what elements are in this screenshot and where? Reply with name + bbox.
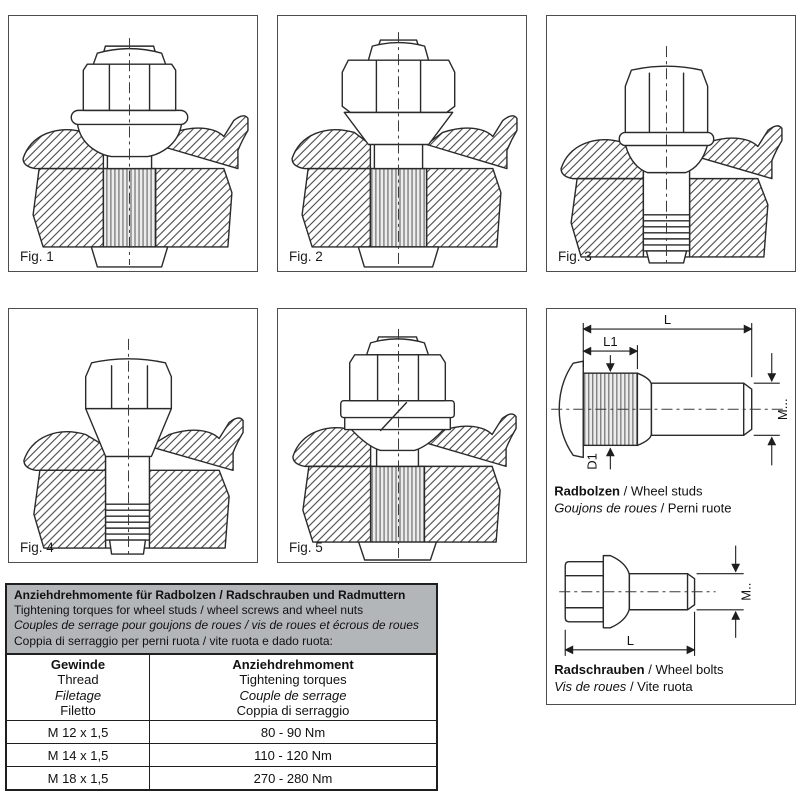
nut-cap-dome xyxy=(367,339,429,355)
torque-value: 110 - 120 Nm xyxy=(150,744,437,767)
dim-label-D1: D1 xyxy=(584,453,600,470)
torque-value: 270 - 280 Nm xyxy=(150,767,437,790)
wheel-bolt-cone-seat-cross-section-drawing xyxy=(9,309,257,562)
bolt-title: Radschrauben / Wheel bolts xyxy=(554,661,724,677)
wheel-bolt-drawing xyxy=(554,546,753,694)
hub-boss xyxy=(359,542,437,560)
title-line-it: Coppia di serraggio per perni ruota / vite ruota e dado ruota: xyxy=(14,633,333,648)
dim-label-M: M.. xyxy=(738,582,754,601)
fastener-dimension-drawings xyxy=(547,309,795,704)
title-line-en: Tightening torques for wheel studs / wheel screws and wheel nuts xyxy=(14,603,364,618)
torque-value: 80 - 90 Nm xyxy=(150,721,437,744)
figure-caption: Fig. 5 xyxy=(289,540,323,555)
thread-size: M 14 x 1,5 xyxy=(7,744,150,767)
nut-flange xyxy=(341,401,455,418)
fastener-dimensions-panel xyxy=(546,308,796,705)
figure-caption: Fig. 3 xyxy=(558,249,592,264)
torque-table-title xyxy=(7,585,436,655)
hex-nut xyxy=(350,355,446,401)
thread-column-header: Gewinde Thread Filetage Filetto xyxy=(50,656,106,719)
figure-panel-1 xyxy=(8,15,258,272)
figure-panel-3 xyxy=(546,15,796,272)
table-row xyxy=(7,767,436,790)
captive-washer xyxy=(345,417,451,430)
thread-size: M 18 x 1,5 xyxy=(7,767,150,790)
stud-with-cone-nut-cross-section-drawing xyxy=(278,16,526,271)
extension-lines xyxy=(583,323,751,377)
bolt-subtitle: Vis de roues / Vite ruota xyxy=(554,678,693,694)
dim-label-L: L xyxy=(626,632,635,648)
stud-with-capped-nut-cross-section-drawing xyxy=(9,16,257,271)
splined-stud-shaft xyxy=(371,466,425,542)
title-line-de: Anziehdrehmomente für Radbolzen / Radschrauben und Radmuttern xyxy=(14,588,406,602)
table-header-row xyxy=(7,655,436,721)
torque-table-block xyxy=(5,583,438,791)
wheel-section-left xyxy=(24,432,106,471)
dim-label-L1: L1 xyxy=(603,334,618,350)
torque-table xyxy=(7,655,436,790)
stud-knurl xyxy=(583,373,637,445)
wheel-section-left xyxy=(292,130,370,169)
extension-lines-M xyxy=(697,574,744,610)
dim-label-L: L xyxy=(663,312,672,328)
title-line-fr: Couples de serrage pour goujons de roues / vis de roues et écrous de roues xyxy=(14,618,419,633)
figure-caption: Fig. 4 xyxy=(20,540,54,555)
thread-size: M 12 x 1,5 xyxy=(7,721,150,744)
torque-column-header: Anziehdrehmoment Tightening torques Couple de serrage Coppia di serraggio xyxy=(150,655,437,721)
wheel-stud-drawing xyxy=(551,312,790,515)
table-row xyxy=(7,744,436,767)
figure-panel-4 xyxy=(8,308,258,563)
figure-panel-2 xyxy=(277,15,527,272)
stud-title: Radbolzen / Wheel studs xyxy=(554,483,703,499)
figure-caption: Fig. 1 xyxy=(20,249,54,264)
table-row xyxy=(7,721,436,744)
stud-with-flange-nut-cross-section-drawing xyxy=(278,309,526,562)
stud-subtitle: Goujons de roues / Perni ruote xyxy=(554,500,732,516)
dim-label-M: M... xyxy=(774,398,790,421)
wheel-bolt-ball-seat-cross-section-drawing xyxy=(547,16,795,271)
figure-panel-5 xyxy=(277,308,527,563)
figure-caption: Fig. 2 xyxy=(289,249,323,264)
bolt-tip xyxy=(110,540,146,554)
